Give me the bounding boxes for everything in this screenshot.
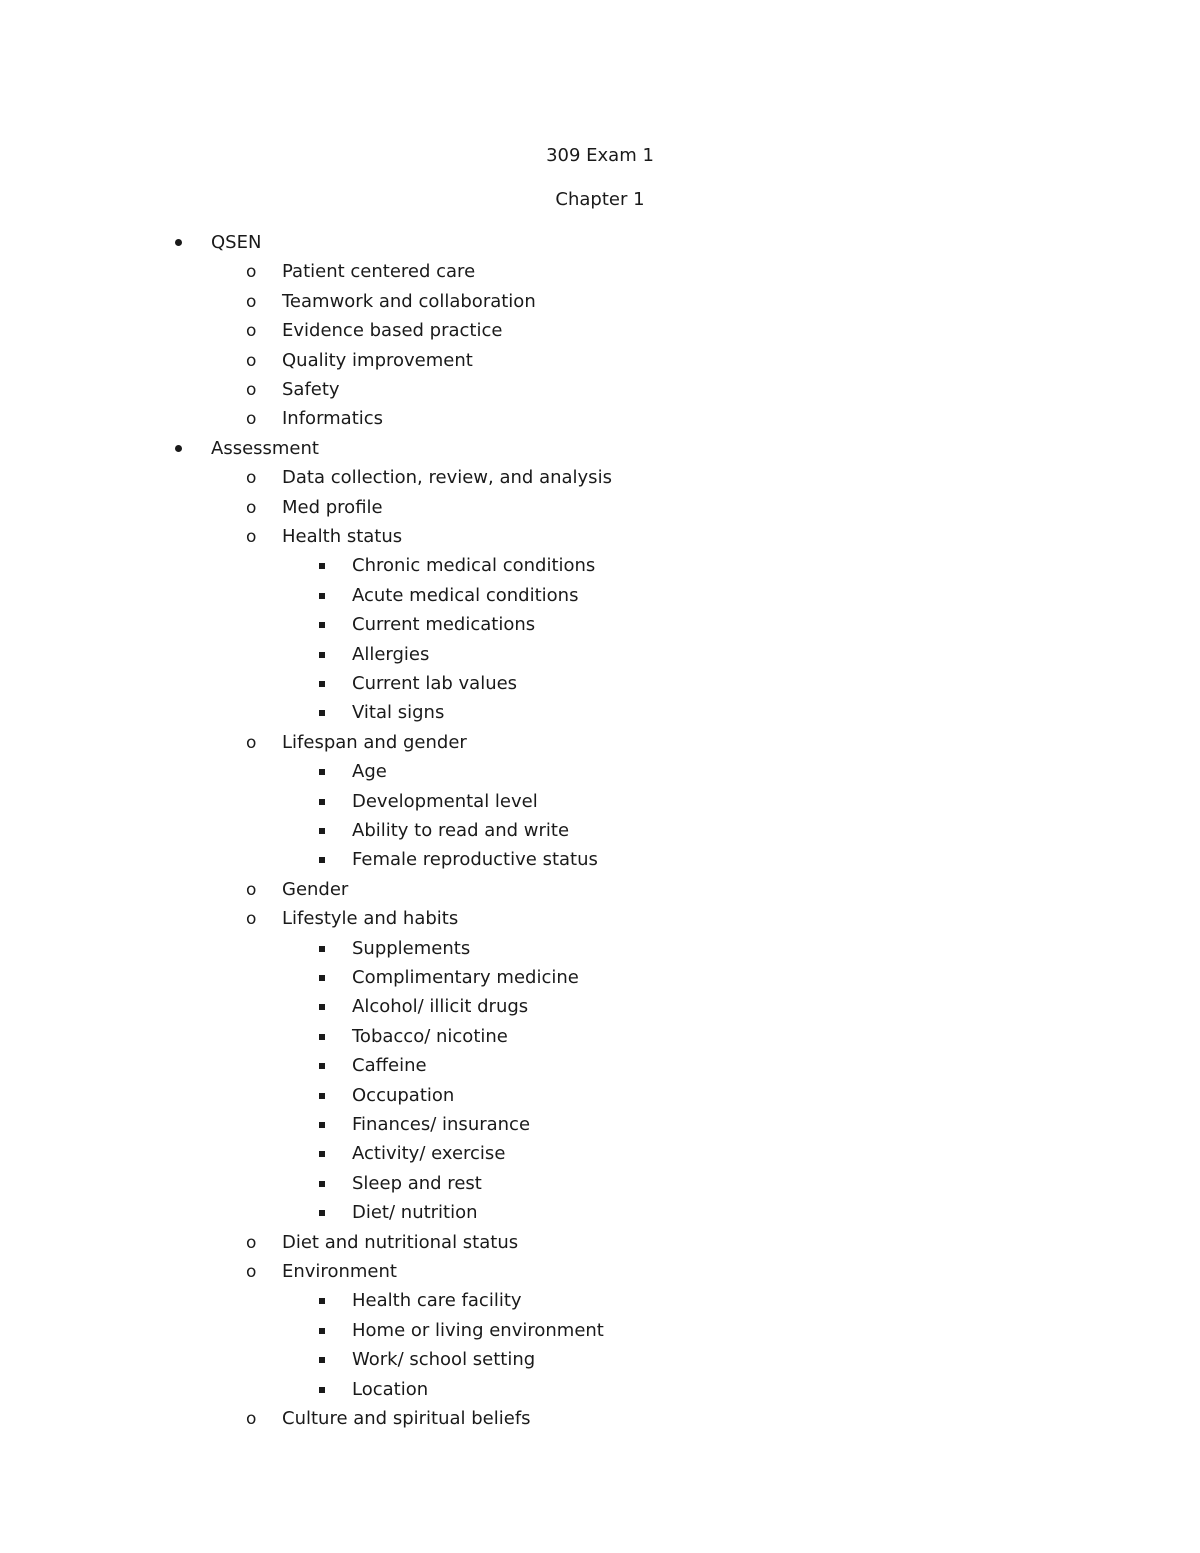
outline-item-text: Finances/ insurance [352, 1114, 531, 1135]
square-bullet-icon [314, 614, 330, 636]
square-bullet-icon [314, 673, 330, 695]
outline-item-text: Alcohol/ illicit drugs [352, 996, 529, 1017]
outline-item-text: Quality improvement [282, 350, 473, 371]
square-bullet-icon [314, 967, 330, 989]
outline-item-text: Activity/ exercise [352, 1143, 506, 1164]
square-bullet-icon [314, 1055, 330, 1077]
round-bullet-icon [170, 232, 186, 254]
circle-bullet-marker: o [246, 498, 257, 518]
square-bullet-icon [314, 1143, 330, 1165]
square-bullet-icon [314, 761, 330, 783]
circle-bullet-marker: o [246, 409, 257, 429]
circle-bullet-marker: o [246, 351, 257, 371]
circle-bullet-marker: o [246, 1409, 257, 1429]
outline-item-text: QSEN [211, 232, 262, 253]
outline-item-text: Teamwork and collaboration [282, 291, 536, 312]
outline-item-text: Health status [282, 526, 403, 547]
outline-item-text: Female reproductive status [352, 849, 598, 870]
square-bullet-icon [314, 585, 330, 607]
outline-item-text: Location [352, 1379, 429, 1400]
square-bullet-icon [314, 644, 330, 666]
outline-item-text: Lifestyle and habits [282, 908, 459, 929]
outline-item-text: Occupation [352, 1085, 455, 1106]
outline-item-text: Data collection, review, and analysis [282, 467, 612, 488]
outline-item-text: Diet/ nutrition [352, 1202, 478, 1223]
outline-item-text: Complimentary medicine [352, 967, 579, 988]
outline-item-text: Current medications [352, 614, 536, 635]
square-bullet-icon [314, 1085, 330, 1107]
square-bullet-icon [314, 791, 330, 813]
square-bullet-icon [314, 1114, 330, 1136]
square-bullet-icon [314, 555, 330, 577]
outline-item-text: Lifespan and gender [282, 732, 467, 753]
outline-item-text: Informatics [282, 408, 384, 429]
outline-item-text: Patient centered care [282, 261, 476, 282]
outline-item-text: Vital signs [352, 702, 445, 723]
chapter-heading: Chapter 1 [555, 189, 645, 210]
outline-item-text: Culture and spiritual beliefs [282, 1408, 531, 1429]
outline-item-text: Tobacco/ nicotine [352, 1026, 508, 1047]
square-bullet-icon [314, 702, 330, 724]
circle-bullet-marker: o [246, 321, 257, 341]
outline-item-text: Caffeine [352, 1055, 427, 1076]
document-title: 309 Exam 1 [546, 145, 654, 166]
square-bullet-icon [314, 1320, 330, 1342]
square-bullet-icon [314, 1202, 330, 1224]
circle-bullet-marker: o [246, 262, 257, 282]
outline-item-text: Allergies [352, 644, 430, 665]
circle-bullet-marker: o [246, 292, 257, 312]
outline-item-text: Work/ school setting [352, 1349, 536, 1370]
square-bullet-icon [314, 996, 330, 1018]
outline-item-text: Med profile [282, 497, 383, 518]
circle-bullet-marker: o [246, 909, 257, 929]
square-bullet-icon [314, 820, 330, 842]
square-bullet-icon [314, 1290, 330, 1312]
outline-item-text: Evidence based practice [282, 320, 503, 341]
square-bullet-icon [314, 1173, 330, 1195]
circle-bullet-marker: o [246, 468, 257, 488]
circle-bullet-marker: o [246, 380, 257, 400]
outline-item-text: Chronic medical conditions [352, 555, 596, 576]
outline-item-text: Health care facility [352, 1290, 522, 1311]
outline-item-text: Developmental level [352, 791, 538, 812]
square-bullet-icon [314, 1379, 330, 1401]
outline-item-text: Environment [282, 1261, 397, 1282]
circle-bullet-marker: o [246, 1262, 257, 1282]
square-bullet-icon [314, 1026, 330, 1048]
circle-bullet-marker: o [246, 880, 257, 900]
circle-bullet-marker: o [246, 1233, 257, 1253]
outline-item-text: Sleep and rest [352, 1173, 482, 1194]
circle-bullet-marker: o [246, 733, 257, 753]
outline-item-text: Acute medical conditions [352, 585, 579, 606]
outline-item-text: Age [352, 761, 387, 782]
round-bullet-icon [170, 438, 186, 460]
outline-item-text: Safety [282, 379, 340, 400]
outline-item-text: Current lab values [352, 673, 518, 694]
circle-bullet-marker: o [246, 527, 257, 547]
outline-item-text: Diet and nutritional status [282, 1232, 519, 1253]
outline-item-text: Assessment [211, 438, 319, 459]
outline-item-text: Gender [282, 879, 349, 900]
outline-item-text: Home or living environment [352, 1320, 604, 1341]
outline-item-text: Ability to read and write [352, 820, 570, 841]
outline-item-text: Supplements [352, 938, 471, 959]
square-bullet-icon [314, 1349, 330, 1371]
square-bullet-icon [314, 938, 330, 960]
square-bullet-icon [314, 849, 330, 871]
